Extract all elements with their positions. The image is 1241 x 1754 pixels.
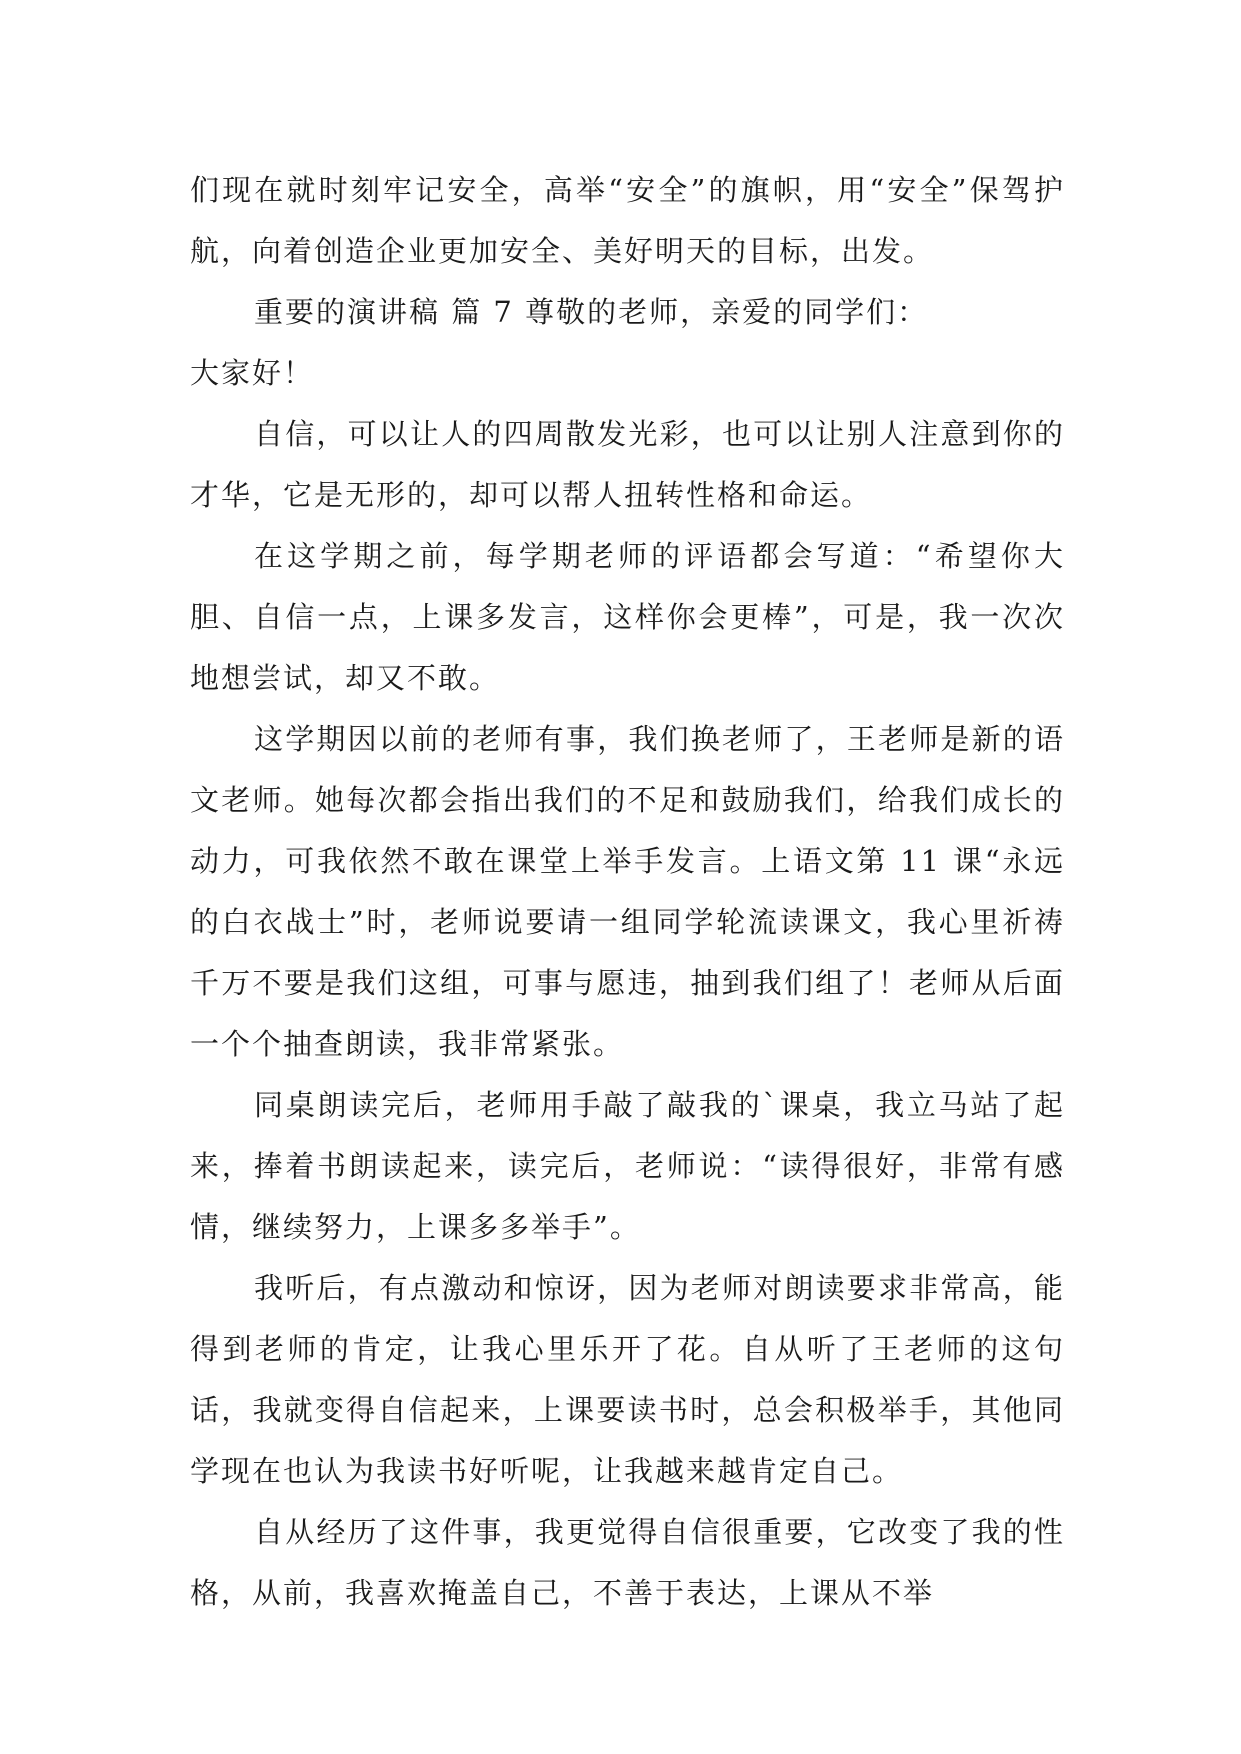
body-text — [190, 160, 1065, 1624]
paragraph: 自从经历了这件事，我更觉得自信很重要，它改变了我的性格，从前，我喜欢掩盖自己，不善于表达，上课从不举 — [190, 1515, 1065, 1610]
speech-heading-paragraph: 重要的演讲稿 篇 7 尊敬的老师，亲爱的同学们： — [254, 295, 929, 329]
paragraph: 在这学期之前，每学期老师的评语都会写道：“希望你大胆、自信一点，上课多发言，这样你会更棒”，可是，我一次次地想尝试，却又不敢。 — [190, 539, 1065, 695]
paragraph: 这学期因以前的老师有事，我们换老师了，王老师是新的语文老师。她每次都会指出我们的不足和鼓励我们，给我们成长的动力，可我依然不敢在课堂上举手发言。上语文第 11 课“永远的白衣战士”时，老师说要请一组同学轮流读课文，我心里祈祷千万不要是我们这组，可事与愿违，抽到我们组了！老师从后面一个个抽查朗读，我非常紧张。 — [190, 722, 1065, 1061]
paragraph: 我听后，有点激动和惊讶，因为老师对朗读要求非常高，能得到老师的肯定，让我心里乐开了花。自从听了王老师的这句话，我就变得自信起来，上课要读书时，总会积极举手，其他同学现在也认为我读书好听呢，让我越来越肯定自己。 — [190, 1271, 1065, 1488]
paragraph: 自信，可以让人的四周散发光彩，也可以让别人注意到你的才华，它是无形的，却可以帮人扭转性格和命运。 — [190, 417, 1065, 512]
paragraph: 同桌朗读完后，老师用手敲了敲我的`课桌，我立马站了起来，捧着书朗读起来，读完后，老师说：“读得很好，非常有感情，继续努力，上课多多举手”。 — [190, 1088, 1065, 1244]
greeting-paragraph: 大家好！ — [190, 356, 315, 390]
paragraph: 们现在就时刻牢记安全，高举“安全”的旗帜，用“安全”保驾护航，向着创造企业更加安全、美好明天的目标，出发。 — [190, 173, 1065, 268]
